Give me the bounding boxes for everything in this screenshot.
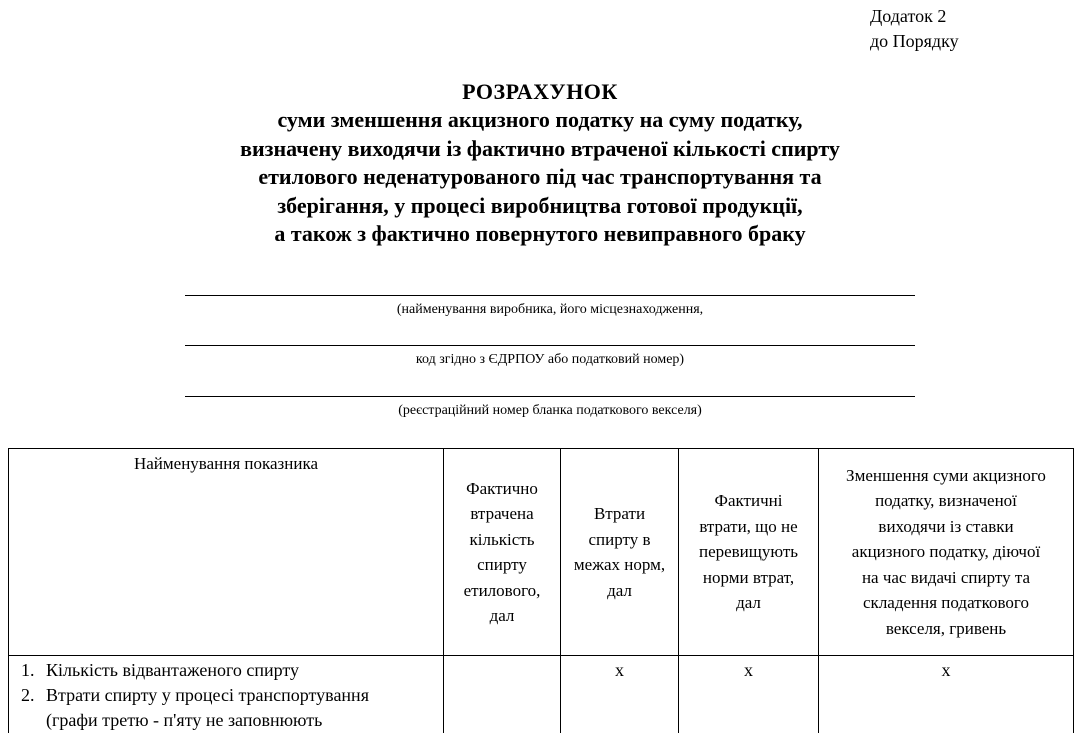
addendum-line-2: до Порядку — [870, 31, 959, 51]
row-number: 2. — [21, 685, 35, 705]
addendum-reference — [870, 4, 959, 54]
document-title — [0, 78, 1077, 249]
cell-actual-loss[interactable] — [444, 683, 561, 733]
code-fill-line[interactable] — [185, 345, 915, 346]
table-row — [9, 683, 1074, 733]
row-label-cell — [9, 683, 444, 733]
registration-caption: (реєстраційний номер бланка податкового векселя) — [398, 403, 702, 418]
calculation-table — [8, 448, 1074, 733]
producer-caption: (найменування виробника, його місцезнаходження, — [396, 302, 704, 317]
cell-actual-losses-not-exceeding[interactable] — [679, 683, 819, 733]
header-losses-within-norms: Втрати спирту в межах норм, дал — [561, 449, 679, 656]
header-actual-loss: Фактично втрачена кількість спирту етилового, дал — [444, 449, 561, 656]
header-tax-reduction: Зменшення суми акцизного податку, визначеної виходячи із ставки акцизного податку, діючої на час видачі спирту та складення податкового векселя, гривень — [819, 449, 1074, 656]
header-actual-losses-not-exceeding: Фактичні втрати, що не перевищують норми втрат, дал — [679, 449, 819, 656]
row-label: Втрати спирту у процесі транспортування — [46, 685, 369, 705]
cell-actual-losses-not-exceeding: x — [679, 656, 819, 684]
row-number: 1. — [21, 660, 35, 680]
cell-tax-reduction[interactable] — [819, 683, 1074, 733]
cell-losses-within-norms: x — [561, 656, 679, 684]
header-indicator-name: Найменування показника — [9, 449, 444, 656]
table-header-row — [9, 449, 1074, 656]
row-label: Кількість відвантаженого спирту — [46, 660, 300, 680]
producer-fill-line[interactable] — [185, 295, 915, 296]
table-row — [9, 656, 1074, 684]
cell-losses-within-norms[interactable] — [561, 683, 679, 733]
cell-actual-loss[interactable] — [444, 656, 561, 684]
title-line: етилового неденатурованого під час транспортування та — [258, 164, 822, 189]
title-line: суми зменшення акцизного податку на суму податку, — [277, 107, 803, 132]
title-line: а також з фактично повернутого невиправного браку — [274, 221, 806, 246]
registration-fill-line[interactable] — [185, 396, 915, 397]
calculation-table-wrap — [8, 448, 1073, 748]
code-caption: код згідно з ЄДРПОУ або податковий номер) — [415, 352, 685, 367]
title-line: зберігання, у процесі виробництва готової продукції, — [277, 192, 803, 218]
row-label-continuation: (графи третю - п'яту не заповнюють — [46, 710, 323, 730]
title-line: визначену виходячи із фактично втраченої кількості спирту — [240, 135, 840, 161]
row-label-cell — [9, 656, 444, 684]
addendum-line-1: Додаток 2 — [870, 6, 947, 26]
cell-tax-reduction: x — [819, 656, 1074, 684]
title-main: РОЗРАХУНОК — [462, 79, 618, 104]
